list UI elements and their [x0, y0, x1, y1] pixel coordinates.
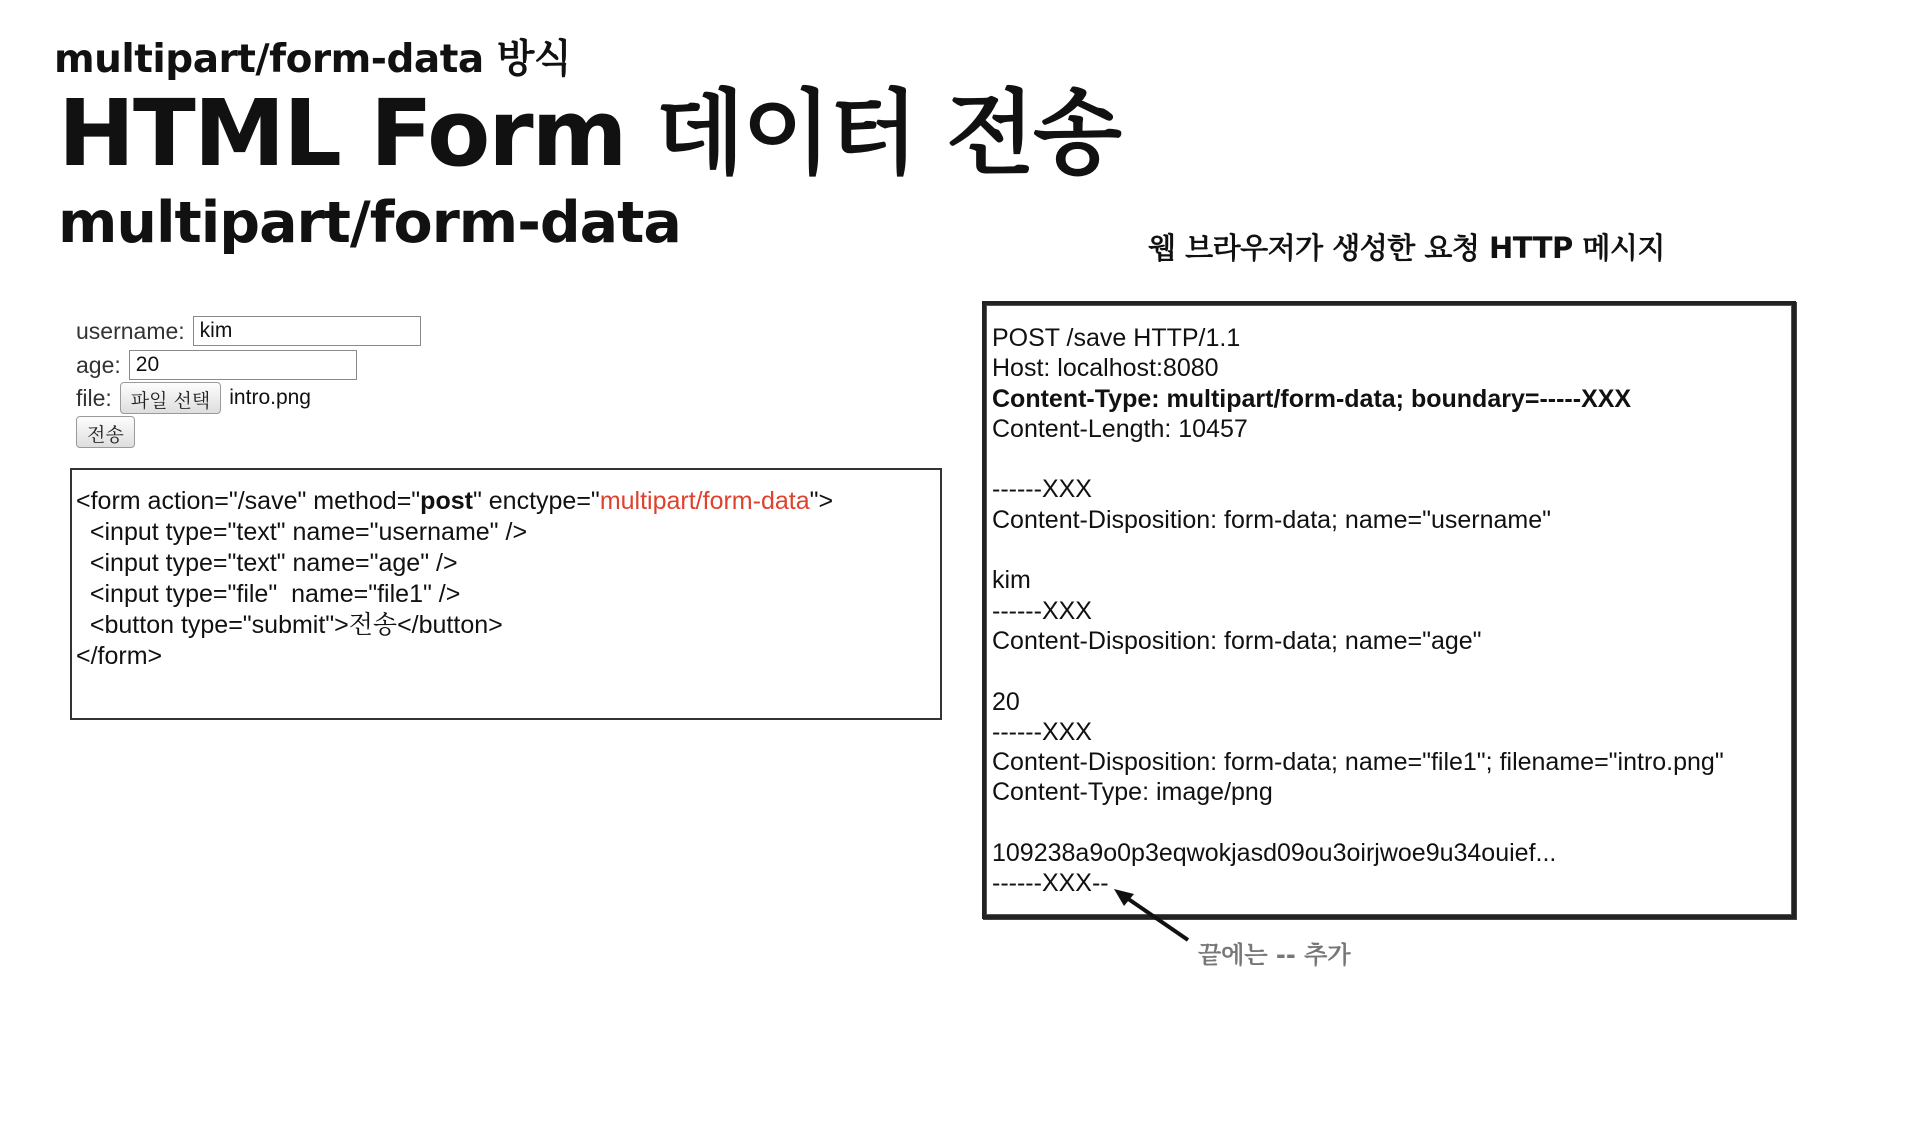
- code-line-2: <input type="text" name="username" />: [76, 518, 528, 546]
- form-code: [76, 486, 833, 672]
- http-line: POST /save HTTP/1.1: [992, 324, 1241, 352]
- http-line: kim: [992, 566, 1031, 595]
- age-label: age:: [76, 351, 121, 378]
- submit-button[interactable]: 전송: [76, 416, 135, 448]
- slide-subtitle: multipart/form-data: [58, 190, 681, 256]
- file-name: intro.png: [229, 386, 311, 409]
- code-enctype-highlight: multipart/form-data: [599, 487, 810, 515]
- http-line: ------XXX: [992, 475, 1092, 504]
- code-line-5: <button type="submit">전송</button>: [76, 611, 503, 639]
- username-label: username:: [76, 317, 185, 344]
- http-line: ------XXX: [992, 717, 1092, 746]
- http-line: Content-Type: image/png: [992, 778, 1273, 807]
- http-line: Content-Disposition: form-data; name="file1"; filename="intro.png": [992, 748, 1724, 777]
- file-select-button[interactable]: 파일 선택: [120, 382, 221, 414]
- code-text: <form action="/save" method=": [76, 487, 421, 515]
- http-line-closing-boundary: ------XXX--: [992, 869, 1109, 898]
- file-label: file:: [76, 384, 112, 411]
- http-line: ------XXX: [992, 596, 1092, 625]
- example-form: [76, 316, 976, 456]
- slide-kicker: multipart/form-data 방식: [54, 37, 572, 82]
- code-text: " enctype=": [472, 487, 600, 515]
- http-message-body: [992, 323, 1724, 899]
- code-method: post: [420, 487, 473, 515]
- age-input[interactable]: [129, 350, 357, 380]
- http-line: Content-Disposition: form-data; name="age": [992, 626, 1482, 655]
- http-line: 20: [992, 687, 1020, 716]
- annotation-arrow-icon: [1100, 880, 1210, 950]
- code-text: ">: [809, 487, 834, 515]
- http-line-content-type: Content-Type: multipart/form-data; boundary=-----XXX: [992, 384, 1632, 413]
- http-line: Host: localhost:8080: [992, 354, 1219, 383]
- submit-row: [76, 416, 135, 448]
- http-line: Content-Length: 10457: [992, 414, 1248, 443]
- username-input[interactable]: [193, 316, 421, 346]
- code-line-1: [76, 487, 833, 515]
- form-code-box: [70, 468, 942, 720]
- http-message-box: [982, 301, 1796, 919]
- http-line: 109238a9o0p3eqwokjasd09ou3oirjwoe9u34ouief...: [992, 839, 1557, 868]
- file-row: [76, 382, 311, 414]
- annotation-note: 끝에는 -- 추가: [1198, 941, 1351, 969]
- code-line-6: </form>: [76, 642, 163, 670]
- code-line-4: <input type="file" name="file1" />: [76, 580, 461, 608]
- slide-title: HTML Form 데이터 전송: [58, 80, 1120, 187]
- code-line-3: <input type="text" name="age" />: [76, 549, 458, 577]
- http-line: Content-Disposition: form-data; name="username": [992, 505, 1551, 534]
- age-row: [76, 350, 357, 380]
- username-row: [76, 316, 421, 346]
- http-message-title: 웹 브라우저가 생성한 요청 HTTP 메시지: [1148, 231, 1665, 265]
